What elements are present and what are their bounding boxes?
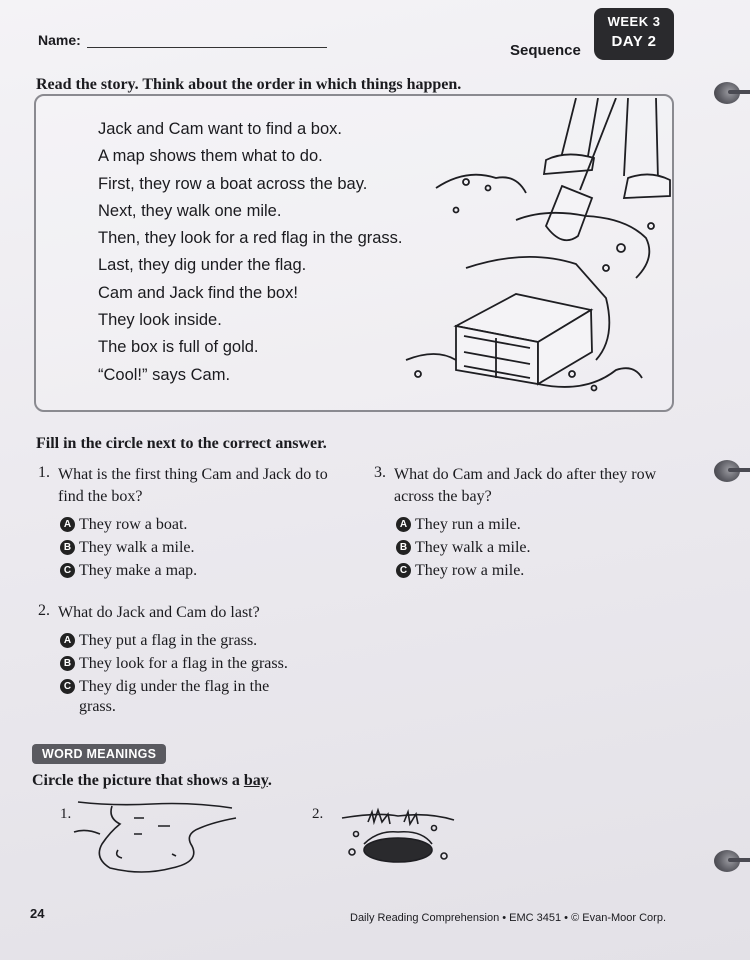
answer-bubble[interactable]: A — [396, 517, 411, 532]
option-text: They walk a mile. — [415, 539, 531, 556]
answer-bubble[interactable]: B — [396, 540, 411, 555]
option-text: They put a flag in the grass. — [79, 632, 258, 649]
picture-number: 1. — [60, 806, 72, 822]
answer-option[interactable] — [60, 674, 290, 717]
question-number: 2. — [38, 602, 50, 619]
answer-option[interactable] — [60, 535, 328, 558]
section-title: Sequence — [510, 42, 581, 59]
name-line[interactable] — [87, 35, 327, 48]
story-line: The box is full of gold. — [98, 338, 259, 357]
answer-bubble[interactable]: C — [60, 679, 75, 694]
name-field — [38, 32, 327, 48]
question-text: What do Jack and Cam do last? — [58, 604, 260, 621]
question-text: What is the first thing Cam and Jack do to find the box? — [58, 466, 328, 505]
question-number: 1. — [38, 464, 50, 481]
answer-option[interactable] — [396, 512, 664, 535]
question-3 — [374, 464, 664, 581]
dug-hole-icon[interactable] — [338, 804, 458, 874]
question-number: 3. — [374, 464, 386, 481]
binder-ring-tail — [728, 858, 750, 862]
word-meanings-instruction — [32, 772, 272, 790]
day-label: DAY 2 — [611, 33, 657, 50]
target-word: bay — [243, 772, 268, 789]
instruction-post: . — [267, 772, 272, 789]
binder-ring-tail — [728, 468, 750, 472]
instruction-pre: Circle the picture that shows a — [32, 772, 244, 789]
answer-option[interactable] — [60, 558, 328, 581]
answer-bubble[interactable]: B — [60, 656, 75, 671]
week-day-badge — [594, 8, 674, 60]
legs-icon — [544, 98, 670, 198]
digging-treasure-illustration — [366, 98, 671, 408]
page-number: 24 — [30, 906, 45, 921]
answer-bubble[interactable]: C — [60, 563, 75, 578]
story-line: Cam and Jack find the box! — [98, 283, 298, 302]
story-line: Last, they dig under the flag. — [98, 256, 307, 275]
story-line: They look inside. — [98, 311, 222, 330]
question-2 — [38, 602, 338, 717]
story-line: A map shows them what to do. — [98, 147, 323, 166]
answer-bubble[interactable]: A — [60, 633, 75, 648]
story-text — [98, 116, 403, 389]
question-1 — [38, 464, 328, 581]
option-text: They run a mile. — [415, 516, 521, 533]
questions-instruction: Fill in the circle next to the correct answer. — [36, 435, 327, 452]
story-line: “Cool!” says Cam. — [98, 365, 231, 384]
question-text: What do Cam and Jack do after they row across the bay? — [394, 466, 657, 505]
story-instruction: Read the story. Think about the order in which things happen. — [36, 76, 462, 93]
week-label: WEEK 3 — [607, 14, 661, 29]
story-line: Jack and Cam want to find a box. — [98, 120, 342, 138]
answer-option[interactable] — [60, 651, 338, 674]
word-meanings-label: WORD MEANINGS — [32, 744, 166, 764]
answer-option[interactable] — [396, 535, 664, 558]
name-label: Name: — [38, 32, 81, 48]
answer-option[interactable] — [60, 628, 338, 651]
binder-ring-tail — [728, 90, 750, 94]
dirt-pile — [436, 175, 526, 193]
answer-bubble[interactable]: B — [60, 540, 75, 555]
option-text: They walk a mile. — [79, 539, 195, 556]
answer-bubble[interactable]: A — [60, 517, 75, 532]
story-line: Next, they walk one mile. — [98, 201, 282, 220]
story-line: Then, they look for a red flag in the grass. — [98, 229, 403, 248]
story-line: First, they row a boat across the bay. — [98, 174, 368, 193]
option-text: They dig under the flag in the grass. — [79, 678, 270, 715]
bay-water-icon[interactable] — [72, 798, 242, 878]
option-text: They row a boat. — [79, 516, 188, 533]
answer-bubble[interactable]: C — [396, 563, 411, 578]
option-text: They row a mile. — [415, 562, 525, 579]
story-box — [34, 94, 674, 412]
publisher-credit: Daily Reading Comprehension • EMC 3451 • © Evan-Moor Corp. — [350, 912, 667, 924]
answer-option[interactable] — [60, 512, 328, 535]
picture-number: 2. — [312, 806, 324, 822]
option-text: They make a map. — [79, 562, 198, 579]
option-text: They look for a flag in the grass. — [79, 655, 288, 672]
answer-option[interactable] — [396, 558, 664, 581]
